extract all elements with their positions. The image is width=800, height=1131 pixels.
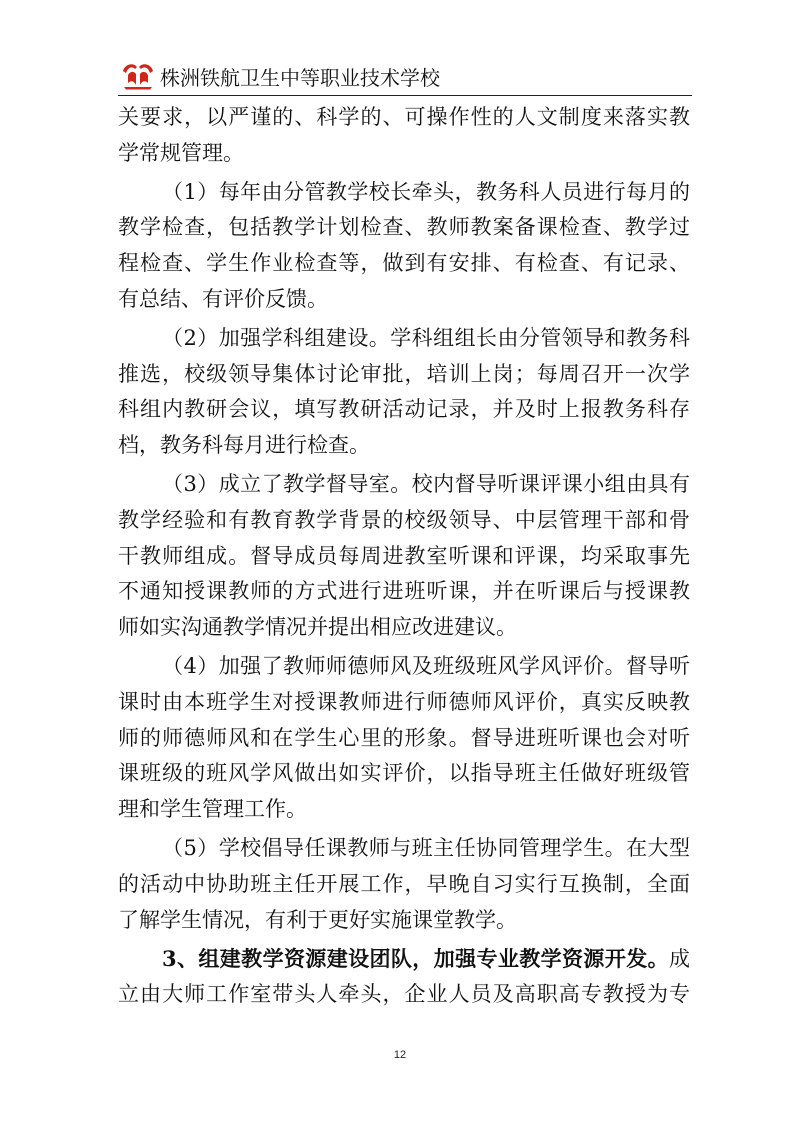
- text-line: （5）学校倡导任课教师与班主任协同管理学生。在大型: [162, 835, 690, 860]
- text-line: 关要求，以严谨的、科学的、可操作性的人文制度来落实教: [118, 105, 690, 129]
- text-line: 不通知授课教师的方式进行进班听课，并在听课后与授课教: [118, 579, 690, 604]
- school-emblem-icon: [120, 61, 156, 91]
- text-line: 的活动中协助班主任开展工作，早晚自习实行互换制，全面: [118, 871, 690, 896]
- paragraph-item-2: [118, 321, 690, 464]
- section-heading-rest: 成: [669, 947, 690, 972]
- text-line: （1）每年由分管教学校长牵头，教务科人员进行每月的: [162, 179, 690, 204]
- text-line: 师如实沟通教学情况并提出相应改进建议。: [118, 615, 517, 640]
- text-line: 了解学生情况，有利于更好实施课堂教学。: [118, 907, 517, 932]
- text-line: 课班级的班风学风做出如实评价，以指导班主任做好班级管: [118, 761, 690, 786]
- text-line: 档，教务科每月进行检查。: [118, 433, 370, 458]
- text-line: 教学经验和有教育教学背景的校级领导、中层管理干部和骨: [118, 507, 690, 532]
- text-line: 有总结、有评价反馈。: [118, 286, 328, 311]
- section-heading-line: [118, 941, 690, 977]
- paragraph-item-5: [118, 831, 690, 938]
- text-line: 课时由本班学生对授课教师进行师德师风评价，真实反映教: [118, 689, 690, 714]
- text-line: 学常规管理。: [118, 140, 244, 165]
- section-3-paragraph: [118, 941, 690, 1013]
- text-line: （2）加强学科组建设。学科组组长由分管领导和教务科: [162, 325, 690, 350]
- paragraph-continuation: [118, 100, 690, 172]
- paragraph-item-1: [118, 175, 690, 318]
- text-line: 教学检查，包括教学计划检查、教师教案备课检查、教学过: [118, 215, 690, 240]
- text-line: 程检查、学生作业检查等，做到有安排、有检查、有记录、: [118, 251, 690, 276]
- text-line: （4）加强了教师师德师风及班级班风学风评价。督导听: [162, 653, 690, 678]
- paragraph-item-4: [118, 649, 690, 828]
- text-line: 立由大师工作室带头人牵头，企业人员及高职高专教授为专: [118, 982, 690, 1007]
- document-body: [118, 100, 690, 1013]
- header-divider: [118, 95, 692, 96]
- text-line: 干教师组成。督导成员每周进教室听课和评课，均采取事先: [118, 543, 690, 568]
- section-heading-bold: 3、组建教学资源建设团队，加强专业教学资源开发。: [162, 946, 669, 972]
- emblem-left-wing: [123, 64, 137, 73]
- school-name-header: 株洲铁航卫生中等职业技术学校: [160, 66, 440, 90]
- emblem-left-body: [128, 72, 136, 85]
- text-line: 科组内教研会议，填写教研活动记录，并及时上报教务科存: [118, 397, 690, 422]
- emblem-base: [124, 87, 152, 90]
- emblem-right-wing: [139, 64, 153, 73]
- text-line: 理和学生管理工作。: [118, 797, 307, 822]
- emblem-right-body: [140, 72, 148, 85]
- page-number: 12: [393, 1049, 407, 1061]
- text-line: 推选，校级领导集体讨论审批，培训上岗；每周召开一次学: [118, 361, 690, 386]
- paragraph-item-3: [118, 467, 690, 646]
- text-line: （3）成立了教学督导室。校内督导听课评课小组由具有: [162, 471, 690, 496]
- text-line: 师的师德师风和在学生心里的形象。督导进班听课也会对听: [118, 725, 690, 750]
